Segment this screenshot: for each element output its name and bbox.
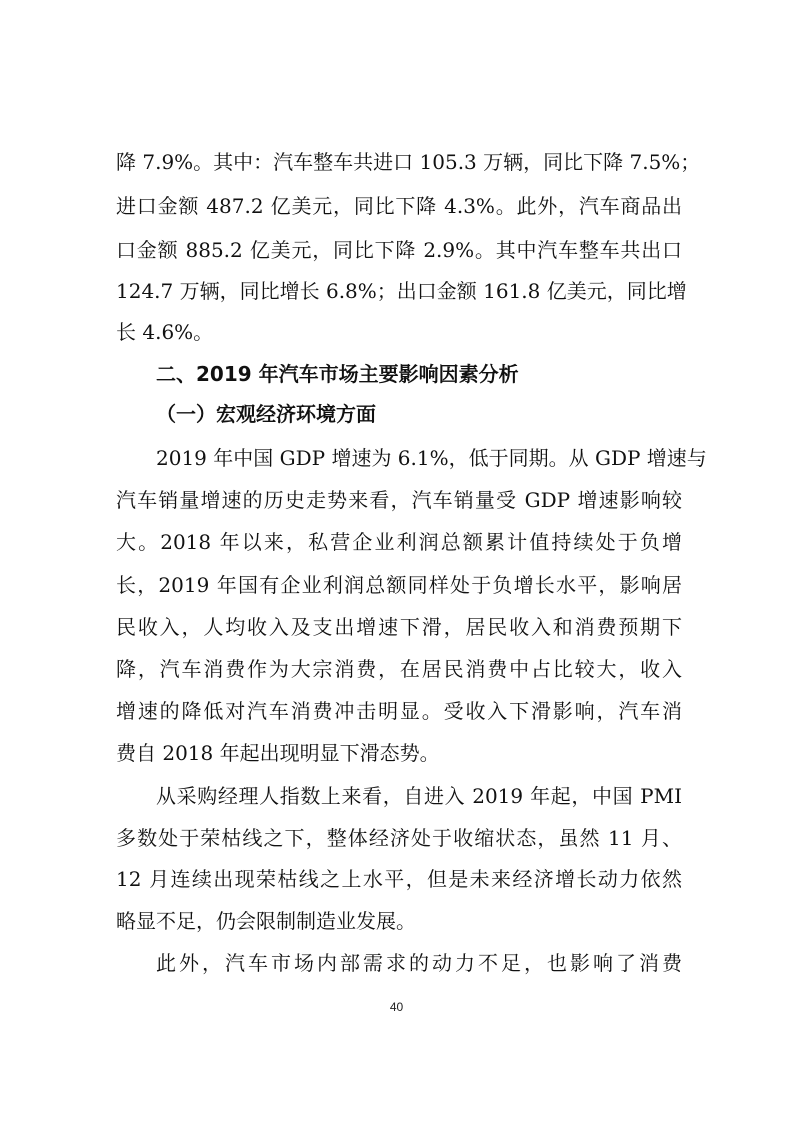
paragraph-line: 长，2019 年国有企业利润总额同样处于负增长水平，影响居 [116, 573, 682, 597]
paragraph-line: 增速的降低对汽车消费冲击明显。受收入下滑影响，汽车消 [116, 699, 682, 723]
paragraph-line: 口金额 885.2 亿美元，同比下降 2.9%。其中汽车整车共出口 [116, 238, 682, 262]
paragraph-line: 大。2018 年以来，私营企业利润总额累计值持续处于负增 [116, 530, 682, 554]
paragraph-line: 从采购经理人指数上来看，自进入 2019 年起，中国 PMI [156, 784, 682, 808]
section-heading: 二、2019 年汽车市场主要影响因素分析 [156, 362, 519, 386]
paragraph-line: 2019 年中国 GDP 增速为 6.1%，低于同期。从 GDP 增速与 [156, 446, 707, 470]
paragraph-line: 略显不足，仍会限制制造业发展。 [116, 909, 416, 933]
paragraph-line: 汽车销量增速的历史走势来看，汽车销量受 GDP 增速影响较 [116, 488, 682, 512]
paragraph-line: 降，汽车消费作为大宗消费，在居民消费中占比较大，收入 [116, 657, 682, 681]
paragraph-line: 长 4.6%。 [116, 320, 214, 344]
paragraph-line: 降 7.9%。其中：汽车整车共进口 105.3 万辆，同比下降 7.5%； [116, 150, 701, 174]
paragraph-line: 多数处于荣枯线之下，整体经济处于收缩状态，虽然 11 月、 [116, 826, 682, 850]
paragraph-line: 民收入，人均收入及支出增速下滑，居民收入和消费预期下 [116, 615, 682, 639]
page-number: 40 [389, 1000, 404, 1014]
paragraph-line: 进口金额 487.2 亿美元，同比下降 4.3%。此外，汽车商品出 [116, 194, 682, 218]
paragraph-line: 124.7 万辆，同比增长 6.8%；出口金额 161.8 亿美元，同比增 [116, 279, 687, 303]
subsection-heading: （一）宏观经济环境方面 [156, 402, 376, 426]
paragraph-line: 12 月连续出现荣枯线之上水平，但是未来经济增长动力依然 [116, 867, 682, 891]
paragraph-line: 此外，汽车市场内部需求的动力不足，也影响了消费 [156, 951, 682, 975]
paragraph-line: 费自 2018 年起出现明显下滑态势。 [116, 741, 440, 765]
